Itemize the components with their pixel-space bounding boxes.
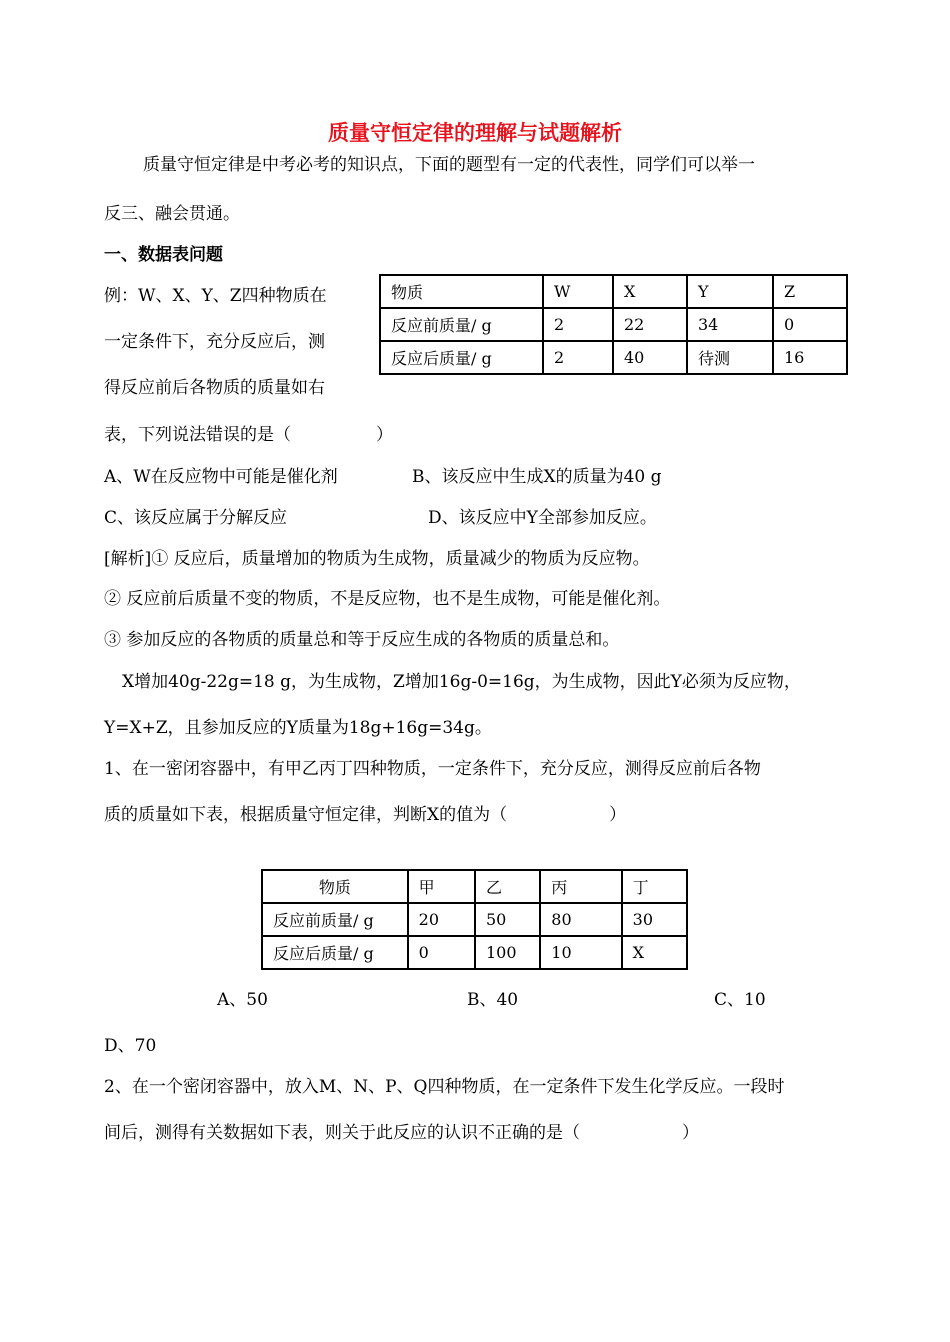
- table-cell: 2: [543, 308, 613, 341]
- question-1-line-1: 1、在一密闭容器中，有甲乙丙丁四种物质，一定条件下，充分反应，测得反应前后各物: [104, 759, 761, 779]
- table-cell: 甲: [408, 870, 475, 903]
- table-cell: Y: [687, 275, 773, 308]
- table-cell: 反应后质量/ g: [380, 341, 543, 374]
- table-cell: Z: [773, 275, 847, 308]
- table-cell: 0: [408, 936, 475, 969]
- question-1-data-table: [261, 869, 688, 970]
- analysis-line-3: ③ 参加反应的各物质的质量总和等于反应生成的各物质的质量总和。: [104, 630, 620, 650]
- table-cell: 50: [475, 903, 540, 936]
- table-cell: 16: [773, 341, 847, 374]
- table-cell: 丙: [540, 870, 621, 903]
- example-data-table: [379, 274, 848, 375]
- table-cell: 40: [613, 341, 687, 374]
- table-cell: X: [622, 936, 687, 969]
- question-1-line-2: 质的质量如下表，根据质量守恒定律，判断X的值为（ ）: [104, 805, 627, 825]
- table-cell: 20: [408, 903, 475, 936]
- question-2-line-2: 间后，测得有关数据如下表，则关于此反应的认识不正确的是（ ）: [104, 1123, 699, 1143]
- question-1-option-c: C、10: [714, 990, 766, 1010]
- analysis-line-2: ② 反应前后质量不变的物质，不是反应物，也不是生成物，可能是催化剂。: [104, 589, 671, 609]
- question-1-option-b: B、40: [467, 990, 519, 1010]
- example-option-d: D、该反应中Y全部参加反应。: [428, 508, 657, 528]
- question-1-option-d: D、70: [104, 1036, 157, 1056]
- table-row: [262, 903, 687, 936]
- table-cell: 乙: [475, 870, 540, 903]
- table-cell: 22: [613, 308, 687, 341]
- analysis-line-5: Y=X+Z，且参加反应的Y质量为18g+16g=34g。: [104, 718, 492, 738]
- example-text-line-3: 得反应前后各物质的质量如右: [104, 378, 325, 398]
- table-cell: 2: [543, 341, 613, 374]
- example-option-c: C、该反应属于分解反应: [104, 508, 288, 528]
- example-option-a: A、W在反应物中可能是催化剂: [104, 467, 338, 487]
- question-2-line-1: 2、在一个密闭容器中，放入M、N、P、Q四种物质，在一定条件下发生化学反应。一段时: [104, 1077, 785, 1097]
- table-cell: 反应后质量/ g: [262, 936, 408, 969]
- intro-line-2: 反三、融会贯通。: [104, 204, 240, 224]
- page-title: 质量守恒定律的理解与试题解析: [328, 121, 622, 145]
- example-option-b: B、该反应中生成X的质量为40 g: [412, 467, 662, 487]
- table-cell: 80: [540, 903, 621, 936]
- analysis-line-1: [解析]① 反应后，质量增加的物质为生成物，质量减少的物质为反应物。: [104, 549, 650, 569]
- table-cell: 30: [622, 903, 687, 936]
- table-cell: 丁: [622, 870, 687, 903]
- table-cell: 待测: [687, 341, 773, 374]
- table-header-row: [262, 870, 687, 903]
- table-cell: 100: [475, 936, 540, 969]
- table-cell: 反应前质量/ g: [262, 903, 408, 936]
- example-text-line-4: 表，下列说法错误的是（ ）: [104, 425, 393, 445]
- table-cell: 10: [540, 936, 621, 969]
- table-cell: 物质: [380, 275, 543, 308]
- table-cell: 反应前质量/ g: [380, 308, 543, 341]
- table-cell: X: [613, 275, 687, 308]
- example-text-line-2: 一定条件下，充分反应后，测: [104, 332, 325, 352]
- table-cell: 0: [773, 308, 847, 341]
- table-row: [380, 308, 847, 341]
- table-cell: 34: [687, 308, 773, 341]
- question-1-option-a: A、50: [217, 990, 268, 1010]
- table-cell: 物质: [262, 870, 408, 903]
- example-text-line-1: 例：W、X、Y、Z四种物质在: [104, 286, 327, 306]
- analysis-line-4: X增加40g-22g=18 g，为生成物，Z增加16g-0=16g，为生成物，因此Y必须为反应物，: [122, 672, 801, 692]
- table-row: [262, 936, 687, 969]
- table-header-row: [380, 275, 847, 308]
- intro-line-1: 质量守恒定律是中考必考的知识点，下面的题型有一定的代表性，同学们可以举一: [143, 155, 755, 175]
- section-heading: 一、数据表问题: [104, 245, 223, 265]
- table-cell: W: [543, 275, 613, 308]
- table-row: [380, 341, 847, 374]
